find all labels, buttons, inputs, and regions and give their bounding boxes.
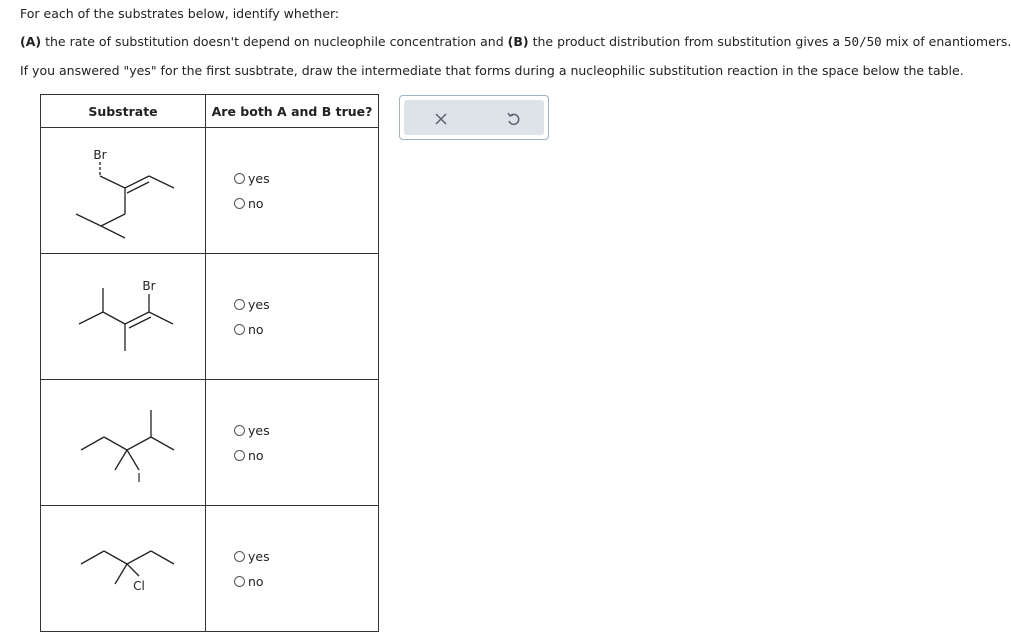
toolbox-inner bbox=[404, 100, 544, 135]
instruction-line-2 bbox=[20, 34, 1011, 49]
header-answer: Are both A and B true? bbox=[206, 95, 379, 128]
criterion-a-text: the rate of substitution doesn't depend on nucleophile concentration and bbox=[41, 34, 508, 49]
radio-yes-4[interactable] bbox=[234, 544, 378, 569]
fraction-value: 50/50 bbox=[844, 34, 882, 49]
substrate-table bbox=[40, 94, 379, 632]
radio-no-2[interactable] bbox=[234, 317, 378, 342]
radio-circle-yes-1[interactable] bbox=[234, 173, 245, 184]
answer-cell-2 bbox=[206, 254, 379, 380]
criterion-a-label: (A) bbox=[20, 34, 42, 49]
radio-circle-no-4[interactable] bbox=[234, 576, 245, 587]
table-row bbox=[41, 254, 379, 380]
table-row bbox=[41, 128, 379, 254]
criterion-b-text: the product distribution from substitution gives a bbox=[528, 34, 845, 49]
radio-no-1[interactable] bbox=[234, 191, 378, 216]
radio-no-3[interactable] bbox=[234, 443, 378, 468]
answer-cell-3 bbox=[206, 380, 379, 506]
table-row bbox=[41, 380, 379, 506]
substrate-structure-2 bbox=[41, 254, 206, 380]
radio-no-label-4: no bbox=[248, 573, 264, 589]
clear-button[interactable] bbox=[428, 106, 454, 132]
radio-circle-yes-2[interactable] bbox=[234, 299, 245, 310]
radio-yes-label-1: yes bbox=[248, 170, 270, 186]
close-icon bbox=[435, 113, 447, 125]
radio-circle-no-3[interactable] bbox=[234, 450, 245, 461]
molecule-1-drawing bbox=[41, 128, 205, 253]
radio-yes-label-2: yes bbox=[248, 296, 270, 312]
radio-circle-no-2[interactable] bbox=[234, 324, 245, 335]
substrate-structure-3 bbox=[41, 380, 206, 506]
molecule-2-drawing bbox=[41, 254, 205, 379]
molecule-3-drawing bbox=[41, 380, 205, 505]
halogen-label-4: Cl bbox=[133, 579, 145, 593]
halogen-label-1: Br bbox=[93, 148, 107, 162]
radio-no-label-3: no bbox=[248, 447, 264, 463]
instruction-line-3: If you answered "yes" for the first susbtrate, draw the intermediate that forms during a nucleophilic substitution reaction in the space below the table. bbox=[20, 63, 964, 78]
molecule-4-drawing bbox=[41, 506, 205, 631]
radio-yes-3[interactable] bbox=[234, 418, 378, 443]
radio-no-4[interactable] bbox=[234, 569, 378, 594]
halogen-label-3: I bbox=[137, 471, 141, 485]
radio-circle-yes-4[interactable] bbox=[234, 551, 245, 562]
radio-circle-no-1[interactable] bbox=[234, 198, 245, 209]
answer-toolbox bbox=[399, 95, 549, 140]
table-row bbox=[41, 506, 379, 632]
radio-yes-1[interactable] bbox=[234, 166, 378, 191]
substrate-structure-1 bbox=[41, 128, 206, 254]
reset-button[interactable] bbox=[500, 106, 526, 132]
answer-cell-1 bbox=[206, 128, 379, 254]
substrate-structure-4 bbox=[41, 506, 206, 632]
table-header-row bbox=[41, 95, 379, 128]
halogen-label-2: Br bbox=[142, 279, 156, 293]
header-substrate: Substrate bbox=[41, 95, 206, 128]
radio-yes-label-4: yes bbox=[248, 548, 270, 564]
radio-no-label-1: no bbox=[248, 195, 264, 211]
criterion-b-end: mix of enantiomers. bbox=[881, 34, 1011, 49]
radio-circle-yes-3[interactable] bbox=[234, 425, 245, 436]
radio-yes-2[interactable] bbox=[234, 292, 378, 317]
instruction-line-1: For each of the substrates below, identify whether: bbox=[20, 6, 340, 21]
undo-icon bbox=[506, 112, 520, 126]
radio-yes-label-3: yes bbox=[248, 422, 270, 438]
criterion-b-label: (B) bbox=[507, 34, 529, 49]
answer-cell-4 bbox=[206, 506, 379, 632]
radio-no-label-2: no bbox=[248, 321, 264, 337]
